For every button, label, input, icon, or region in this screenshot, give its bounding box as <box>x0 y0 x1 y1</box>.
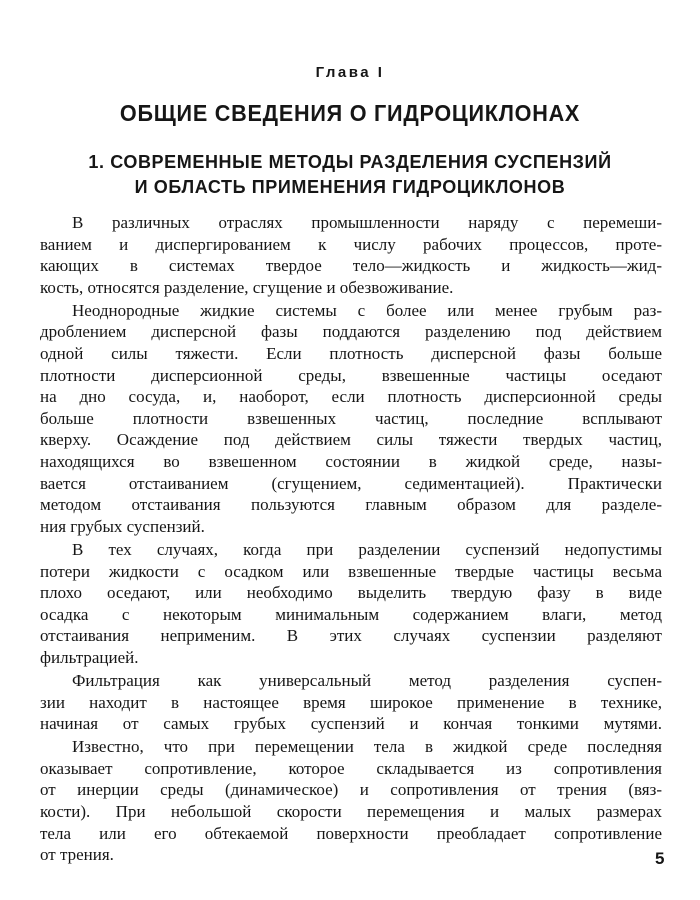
chapter-label: Глава I <box>315 64 385 81</box>
text-line: Фильтрация как универсальный метод разделения суспен- <box>72 670 662 690</box>
text-line: от трения. <box>40 845 114 865</box>
text-line: зии находит в настоящее время широкое применение в технике, <box>40 692 662 712</box>
page-number: 5 <box>655 849 665 868</box>
paragraph <box>40 300 662 538</box>
text-line: плохо оседают, или необходимо выделить твердую фазу в виде <box>40 583 662 603</box>
text-line: кверху. Осаждение под действием силы тяжести твердых частиц, <box>40 430 662 450</box>
text-line: кости). При небольшой скорости перемещения и малых размерах <box>40 802 662 822</box>
text-line: Неоднородные жидкие системы с более или менее грубым раз- <box>72 300 662 320</box>
text-line: одной силы тяжести. Если плотность дисперсной фазы больше <box>40 344 662 364</box>
text-line: оказывает сопротивление, которое складывается из сопротивления <box>40 758 662 778</box>
text-line: ванием и диспергированием к числу рабочих процессов, проте- <box>40 234 662 254</box>
text-line: тела или его обтекаемой поверхности преобладает сопротивление <box>40 823 662 843</box>
text-line: методом отстаивания пользуются главным образом для разделе- <box>40 495 662 515</box>
text-line: начиная от самых грубых суспензий и кончая тонкими мутями. <box>40 714 662 734</box>
text-line: В тех случаях, когда при разделении суспензий недопустимы <box>72 539 662 559</box>
text-line: кость, относятся разделение, сгущение и обезвоживание. <box>40 277 454 297</box>
text-line: больше плотности взвешенных частиц, последние всплывают <box>40 408 662 428</box>
text-line: отстаивания неприменим. В этих случаях суспензии разделяют <box>40 626 662 646</box>
text-line: ния грубых суспензий. <box>40 516 205 536</box>
paragraph <box>40 539 662 669</box>
section-title <box>0 150 700 200</box>
text-line: на дно сосуда, и, наоборот, если плотность дисперсионной среды <box>40 387 662 407</box>
text-line: потери жидкости с осадком или взвешенные твердые частицы весьма <box>40 561 662 581</box>
section-title-line: 1. СОВРЕМЕННЫЕ МЕТОДЫ РАЗДЕЛЕНИЯ СУСПЕНЗИЙ <box>88 152 612 172</box>
chapter-title: ОБЩИЕ СВЕДЕНИЯ О ГИДРОЦИКЛОНАХ <box>119 100 581 126</box>
paragraph <box>40 736 662 866</box>
text-line: кающих в системах твердое тело—жидкость и жидкость—жид- <box>40 256 662 276</box>
text-line: В различных отраслях промышленности наряду с перемеши- <box>72 213 662 232</box>
text-line: плотности дисперсионной среды, взвешенные частицы оседают <box>40 365 662 385</box>
paragraph <box>40 670 662 735</box>
text-line: Известно, что при перемещении тела в жидкой среде последняя <box>72 737 662 757</box>
paragraph <box>40 212 662 298</box>
section-title-line: И ОБЛАСТЬ ПРИМЕНЕНИЯ ГИДРОЦИКЛОНОВ <box>134 177 566 197</box>
text-line: находящихся во взвешенном состоянии в жидкой среде, назы- <box>40 452 662 472</box>
text-line: вается отстаиванием (сгущением, седиментацией). Практически <box>40 473 662 493</box>
body-text <box>40 212 665 868</box>
text-line: осадка с некоторым минимальным содержанием влаги, метод <box>40 604 662 624</box>
text-line: дроблением дисперсной фазы поддаются разделению под действием <box>40 322 662 342</box>
text-line: фильтрацией. <box>40 647 139 667</box>
text-line: от инерции среды (динамическое) и сопротивления от трения (вяз- <box>40 780 662 800</box>
